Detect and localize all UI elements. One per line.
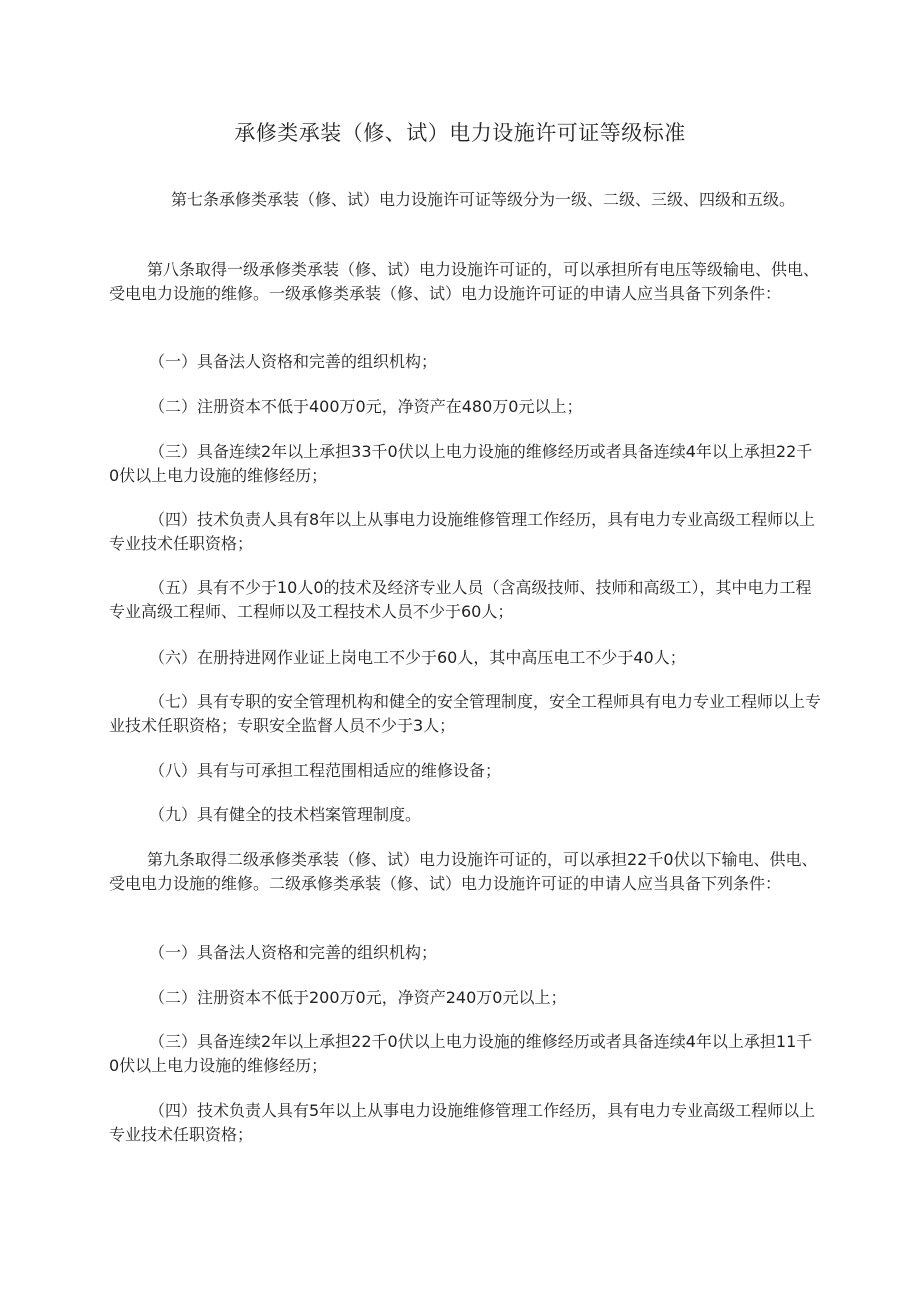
article-8-item-8: （八）具有与可承担工程范围相适应的维修设备； [149,761,502,780]
article-9-item-1: （一）具备法人资格和完善的组织机构； [149,943,438,962]
article-8-paragraph: 第八条取得一级承修类承装（修、试）电力设施许可证的，可以承担所有电压等级输电、供电、受电电力设施的维修。一级承修类承装（修、试）电力设施许可证的申请人应当具备下列条件： [109,260,820,303]
article-9-paragraph: 第九条取得二级承修类承装（修、试）电力设施许可证的，可以承担22千0伏以下输电、供电、受电电力设施的维修。二级承修类承装（修、试）电力设施许可证的申请人应当具备下列条件： [109,850,818,893]
article-8-item-6: （六）在册持进网作业证上岗电工不少于60人，其中高压电工不少于40人； [149,648,686,667]
article-8-item-4: （四）技术负责人具有8年以上从事电力设施维修管理工作经历，具有电力专业高级工程师以上专业技术任职资格； [109,510,816,553]
document-title: 承修类承装（修、试）电力设施许可证等级标准 [234,121,686,145]
article-9-item-4: （四）技术负责人具有5年以上从事电力设施维修管理工作经历，具有电力专业高级工程师以上专业技术任职资格； [109,1101,816,1144]
article-8-item-7: （七）具有专职的安全管理机构和健全的安全管理制度，安全工程师具有电力专业工程师以上专业技术任职资格；专职安全监督人员不少于3人； [109,692,822,735]
article-9-item-2: （二）注册资本不低于200万0元，净资产240万0元以上； [149,988,567,1007]
article-8-item-1: （一）具备法人资格和完善的组织机构； [149,352,438,371]
article-8-item-3: （三）具备连续2年以上承担33千0伏以上电力设施的维修经历或者具备连续4年以上承担22千0伏以上电力设施的维修经历； [109,442,813,485]
article-8-item-9: （九）具有健全的技术档案管理制度。 [149,805,422,824]
article-8-item-5: （五）具有不少于10人0的技术及经济专业人员（含高级技师、技师和高级工），其中电力工程专业高级工程师、工程师以及工程技术人员不少于60人； [109,578,812,621]
article-9-item-3: （三）具备连续2年以上承担22千0伏以上电力设施的维修经历或者具备连续4年以上承担11千0伏以上电力设施的维修经历； [109,1032,813,1075]
article-7-paragraph: 第七条承修类承装（修、试）电力设施许可证等级分为一级、二级、三级、四级和五级。 [171,190,796,209]
article-8-item-2: （二）注册资本不低于400万0元，净资产在480万0元以上； [149,397,583,416]
